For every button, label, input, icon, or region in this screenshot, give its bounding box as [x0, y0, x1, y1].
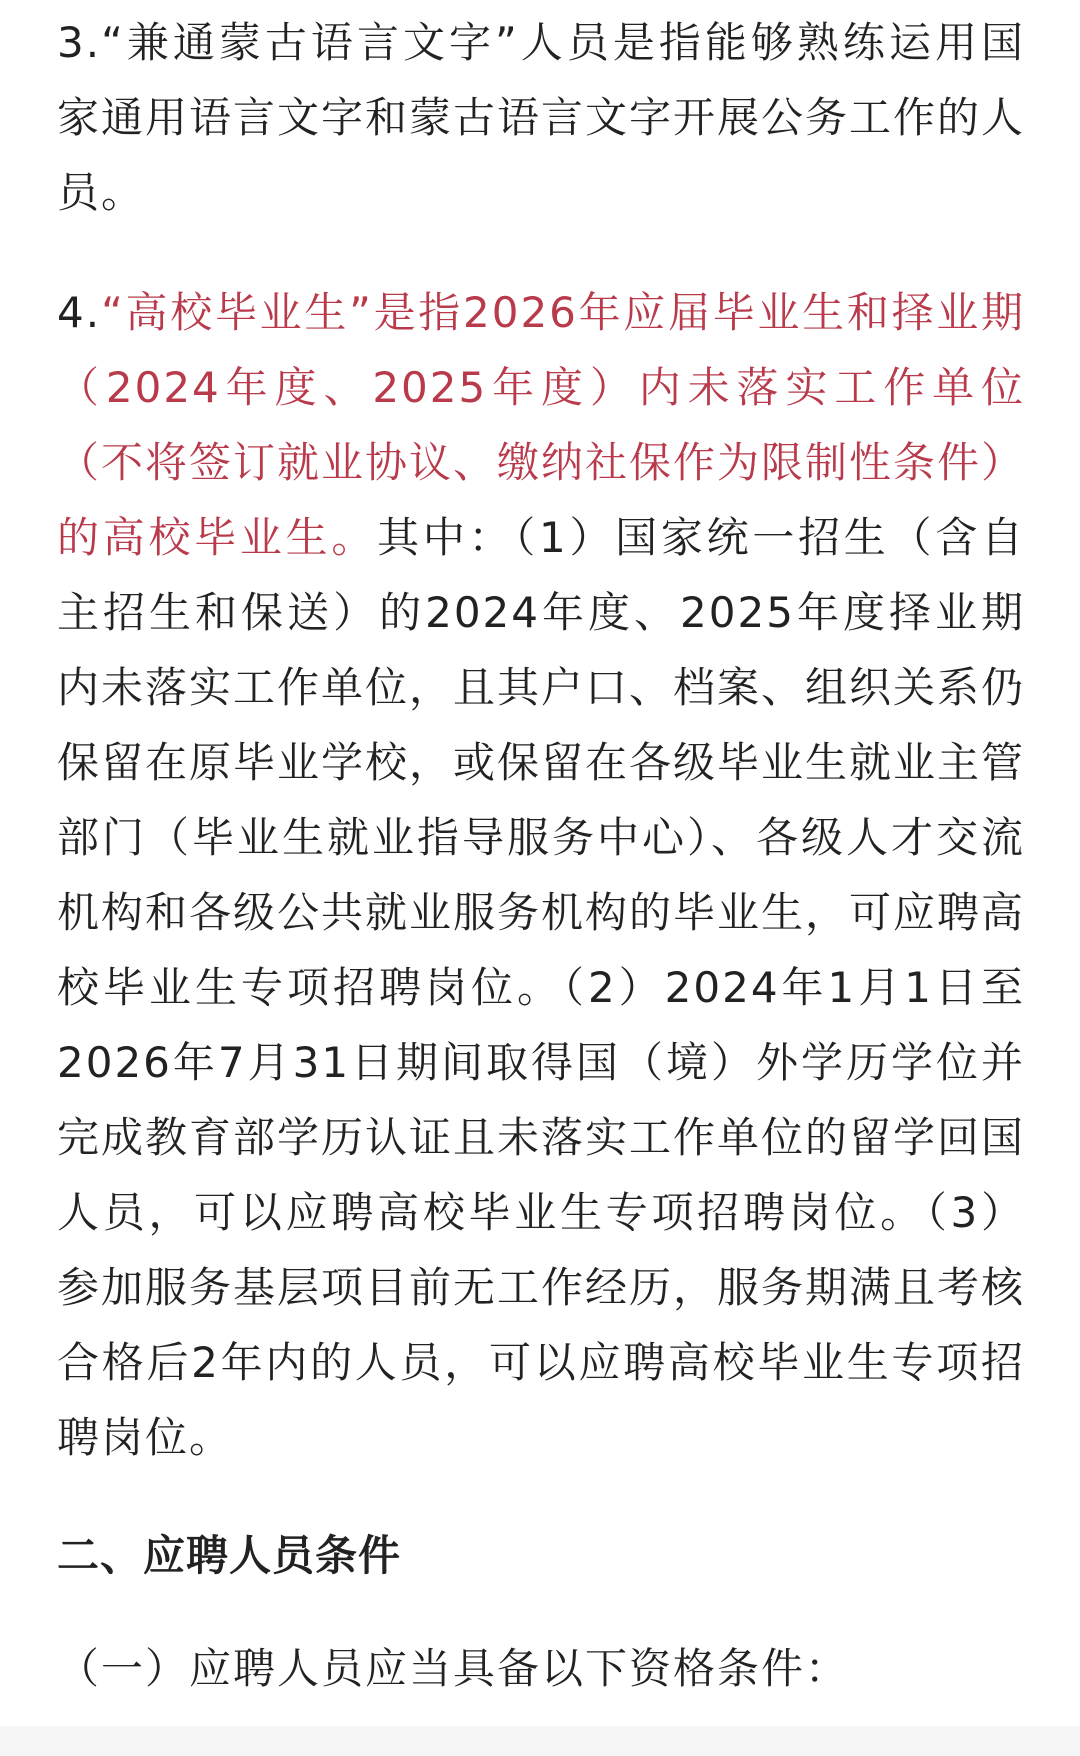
- section-heading-applicant-conditions: 二、应聘人员条件: [57, 1531, 402, 1580]
- graduate-definition-highlight: “高校毕业生”是指2026年应届毕业生和择业期（2024年度、2025年度）内未落实工作单位（不将签订就业协议、缴纳社保作为限制性条件）的高校毕业生。: [57, 288, 1026, 562]
- paragraph-item-4: [57, 275, 1025, 1475]
- item-4-number: 4.: [57, 288, 102, 337]
- subsection-heading-qualifications: （一）应聘人员应当具备以下资格条件：: [57, 1644, 850, 1693]
- graduate-definition-details: 其中：（1）国家统一招生（含自主招生和保送）的2024年度、2025年度择业期内未落实工作单位，且其户口、档案、组织关系仍保留在原毕业学校，或保留在各级毕业生就业主管部门（毕业生就业指导服务中心）、各级人才交流机构和各级公共就业服务机构的毕业生，可应聘高校毕业生专项招聘岗位。（2）2024年1月1日至2026年7月31日期间取得国（境）外学历学位并完成教育部学历认证且未落实工作单位的留学回国人员，可以应聘高校毕业生专项招聘岗位。（3）参加服务基层项目前无工作经历，服务期满且考核合格后2年内的人员，可以应聘高校毕业生专项招聘岗位。: [57, 513, 1026, 1462]
- paragraph-item-3: 3.“兼通蒙古语言文字”人员是指能够熟练运用国家通用语言文字和蒙古语言文字开展公务工作的人员。: [57, 18, 1026, 217]
- bottom-bar: [0, 1726, 1080, 1756]
